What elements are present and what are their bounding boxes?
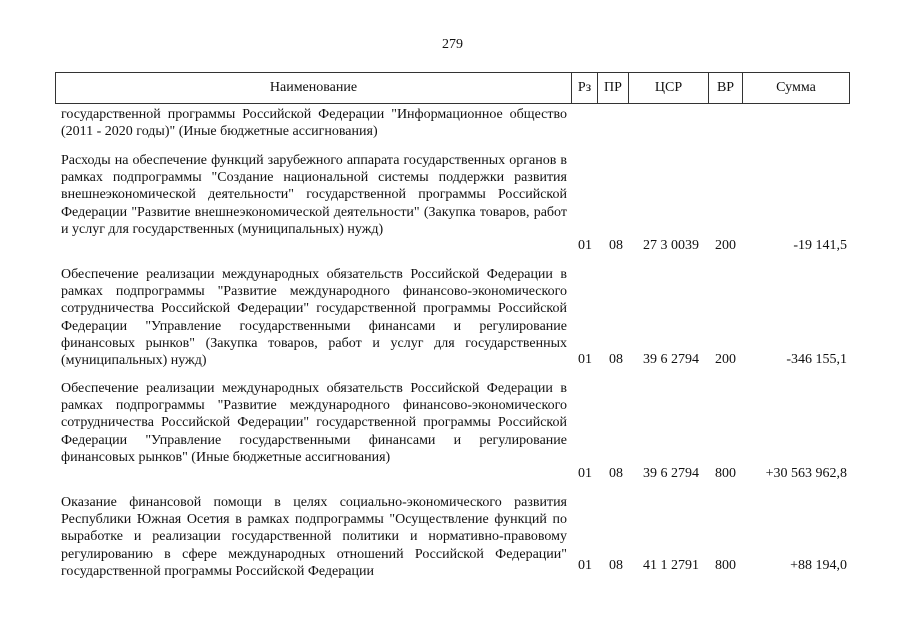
table-row	[61, 494, 851, 582]
header-rz: Рз	[572, 73, 598, 103]
row-csr: 39 6 2794	[643, 352, 699, 367]
row-csr: 41 1 2791	[643, 558, 699, 573]
row-csr: 27 3 0039	[643, 238, 699, 253]
header-pr: ПР	[598, 73, 629, 103]
header-csr: ЦСР	[629, 73, 709, 103]
row-csr: 39 6 2794	[643, 466, 699, 481]
row-name: Оказание финансовой помощи в целях социально-экономического развития Республики Южная Осетия в рамках подпрограммы "Осуществление функций по выработке и реализации государственной политики и нормативно-правовому регулированию в сфере международных отношений Российской Федерации" государственной программы Российской Федерации	[61, 495, 567, 579]
row-rz: 01	[578, 352, 592, 367]
header-sum: Сумма	[776, 80, 816, 95]
row-rz: 01	[578, 466, 592, 481]
row-vr: 800	[715, 466, 736, 481]
row-sum: +88 194,0	[790, 558, 847, 573]
table-header	[55, 72, 850, 104]
row-vr: 800	[715, 558, 736, 573]
header-vr: ВР	[709, 73, 743, 103]
row-vr: 200	[715, 352, 736, 367]
row-sum: -19 141,5	[793, 238, 847, 253]
table-row	[61, 266, 851, 370]
table-row	[61, 106, 851, 142]
row-pr: 08	[609, 466, 623, 481]
row-pr: 08	[609, 238, 623, 253]
row-name: Обеспечение реализации международных обязательств Российской Федерации в рамках подпрограммы "Развитие международного финансово-экономического сотрудничества Российской Федерации" государственной программы Российской Федерации "Управление государственными финансами и регулирование финансовых рынков" (Иные бюджетные ассигнования)	[61, 381, 567, 465]
row-pr: 08	[609, 558, 623, 573]
page-number: 279	[442, 37, 463, 52]
row-rz: 01	[578, 558, 592, 573]
row-name: государственной программы Российской Федерации "Информационное общество (2011 - 2020 годы)" (Иные бюджетные ассигнования)	[61, 107, 567, 140]
row-pr: 08	[609, 352, 623, 367]
row-vr: 200	[715, 238, 736, 253]
row-sum: +30 563 962,8	[765, 466, 847, 481]
row-name: Расходы на обеспечение функций зарубежного аппарата государственных органов в рамках подпрограммы "Создание национальной системы поддержки развития внешнеэкономической деятельности" государственной программы Российской Федерации "Развитие внешнеэкономической деятельности" (Закупка товаров, работ и услуг для государственных (муниципальных) нужд)	[61, 153, 567, 237]
row-name: Обеспечение реализации международных обязательств Российской Федерации в рамках подпрограммы "Развитие международного финансово-экономического сотрудничества Российской Федерации" государственной программы Российской Федерации "Управление государственными финансами и регулирование финансовых рынков" (Закупка товаров, работ и услуг для государственных (муниципальных) нужд)	[61, 267, 567, 369]
table-row	[61, 152, 851, 256]
header-name: Наименование	[56, 73, 572, 103]
row-sum: -346 155,1	[786, 352, 847, 367]
table-row	[61, 380, 851, 484]
row-rz: 01	[578, 238, 592, 253]
